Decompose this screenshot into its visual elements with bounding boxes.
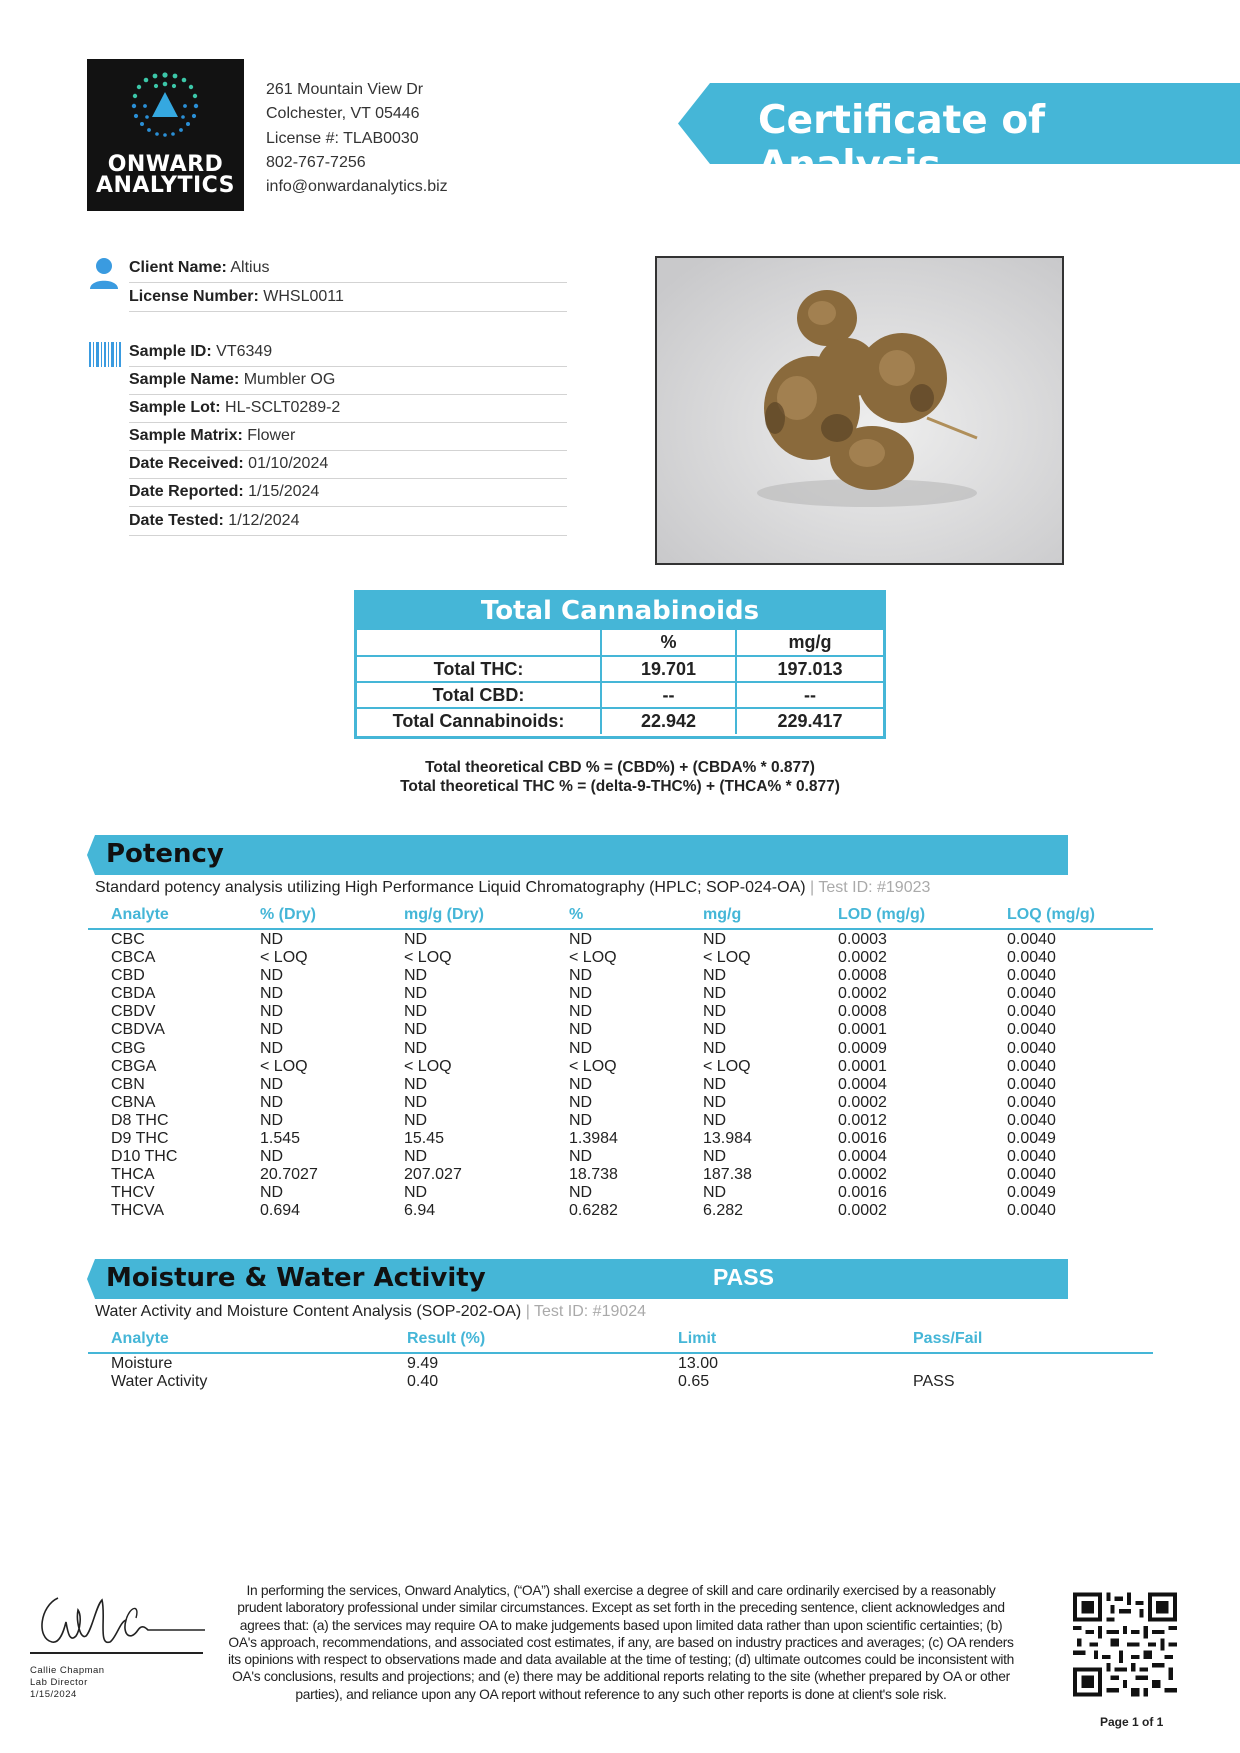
mg-cell: 197.013 [736, 656, 883, 682]
value-cell: ND [569, 1111, 593, 1129]
table-row [111, 1021, 1111, 1039]
analyte-cell: CBG [111, 1039, 146, 1057]
value-cell: 0.0009 [838, 1039, 887, 1057]
cbd-formula: Total theoretical CBD % = (CBD%) + (CBDA% * 0.877) [425, 759, 815, 776]
address-line: 261 Mountain View Dr [266, 81, 424, 98]
analyte-cell: CBCA [111, 949, 156, 967]
value-cell: 0.0008 [838, 1003, 887, 1021]
mg-cell: -- [736, 682, 883, 708]
sample-name-value: Mumbler OG [243, 371, 336, 388]
analyte-cell: CBNA [111, 1093, 156, 1111]
value-cell: 0.0040 [1007, 967, 1056, 985]
date-tested-value: 1/12/2024 [228, 512, 300, 529]
value-cell: 0.0040 [1007, 985, 1056, 1003]
value-cell: ND [569, 1003, 593, 1021]
analyte-cell: D8 THC [111, 1111, 169, 1129]
field-label: Sample Lot: [129, 399, 221, 416]
value-cell: ND [260, 1111, 284, 1129]
total-cannabinoids-table [357, 630, 883, 734]
value-cell: 0.0004 [838, 1075, 887, 1093]
value-cell: ND [404, 1075, 428, 1093]
table-row [111, 1076, 1111, 1094]
row-label: Total Cannabinoids: [357, 708, 601, 734]
percent-cell: 19.701 [601, 656, 736, 682]
field-label: Date Received: [129, 455, 244, 472]
analyte-cell: THCVA [111, 1202, 165, 1220]
page-number: Page 1 of 1 [1100, 1715, 1164, 1729]
value-cell: ND [404, 1111, 428, 1129]
value-cell: 0.0002 [838, 1202, 887, 1220]
column-header: Analyte [111, 1330, 169, 1347]
value-cell: 0.40 [407, 1373, 439, 1391]
license-number-row [129, 284, 567, 312]
value-cell: ND [569, 1148, 593, 1166]
table-row [111, 1058, 1111, 1076]
value-cell: ND [703, 1111, 727, 1129]
potency-title: Potency [106, 839, 224, 869]
value-cell: < LOQ [404, 949, 452, 967]
table-row [111, 1094, 1111, 1112]
analyte-cell: CBN [111, 1075, 145, 1093]
lab-address-block [266, 78, 448, 199]
value-cell: < LOQ [703, 949, 751, 967]
address-line: Colchester, VT 05446 [266, 105, 420, 123]
analyte-cell: CBDA [111, 985, 156, 1003]
test-id: | Test ID: #19023 [810, 879, 931, 896]
client-name-row [129, 255, 567, 283]
value-cell: ND [703, 985, 727, 1003]
value-cell: 6.282 [703, 1202, 744, 1220]
potency-banner [87, 835, 1068, 875]
header-cell: % [601, 630, 736, 656]
value-cell: ND [404, 1148, 428, 1166]
value-cell: ND [404, 1003, 428, 1021]
method-text: Water Activity and Moisture Content Analysis (SOP-202-OA) [95, 1303, 522, 1320]
value-cell: 0.0002 [838, 1166, 887, 1184]
moisture-status-badge: PASS [713, 1264, 774, 1290]
field-label: Date Reported: [129, 483, 244, 500]
value-cell: 18.738 [569, 1166, 618, 1184]
sample-matrix-row [129, 423, 567, 451]
value-cell: 0.0049 [1007, 1184, 1056, 1202]
value-cell: 0.0040 [1007, 1039, 1056, 1057]
signer-details [30, 1665, 105, 1701]
value-cell: PASS [913, 1373, 955, 1391]
column-header: mg/g (Dry) [404, 906, 484, 923]
value-cell: ND [569, 1021, 593, 1039]
value-cell: 1.3984 [569, 1130, 618, 1148]
value-cell: 20.7027 [260, 1166, 318, 1184]
value-cell: ND [260, 1148, 284, 1166]
analyte-cell: CBDVA [111, 1021, 165, 1039]
value-cell: < LOQ [569, 1057, 617, 1075]
value-cell: 0.6282 [569, 1202, 618, 1220]
value-cell: 0.0003 [838, 931, 887, 948]
field-label: Sample Name: [129, 371, 240, 388]
method-text: Standard potency analysis utilizing High Performance Liquid Chromatography (HPLC; SOP-024-OA) [95, 879, 806, 896]
value-cell: 0.0016 [838, 1184, 887, 1202]
analyte-cell: Moisture [111, 1355, 173, 1372]
value-cell: 13.984 [703, 1130, 752, 1148]
value-cell: 0.0012 [838, 1111, 887, 1129]
header-cell [357, 630, 601, 656]
value-cell: < LOQ [260, 949, 308, 967]
value-cell: ND [569, 1093, 593, 1111]
legal-disclaimer: In performing the services, Onward Analytics, (“OA”) shall exercise a degree of skill and care ordinarily exercised by a reasonably prudent laboratory professional under similar circumstances. Except as set forth in the preceding sentence, client acknowledges and agrees that: (a) the services may require OA to make judgements based upon limited data rather than upon scientific certainties; (b) OA's approach, recommendations, and associated cost estimates, if any, are based on industry practices and averages; (c) OA renders its opinions with respect to observations made and data available at the time of testing; (d) ultimate outcomes could be inconsistent with OA's conclusions, results and projections; and (e) there may be additional reports relating to the site (whether prepared by OA or other parties), and reliance upon any OA report without reference to any such other reports is done at client's sole risk. [227, 1583, 1015, 1702]
value-cell: 0.0040 [1007, 1111, 1056, 1129]
analyte-cell: THCA [111, 1166, 155, 1184]
signature-image [30, 1586, 205, 1656]
value-cell: 0.0040 [1007, 1093, 1056, 1111]
person-icon [87, 256, 121, 290]
value-cell: ND [260, 1184, 284, 1202]
value-cell: ND [260, 1003, 284, 1021]
value-cell: ND [260, 1021, 284, 1039]
value-cell: 0.0002 [838, 985, 887, 1003]
value-cell: 9.49 [407, 1355, 439, 1372]
table-row [111, 967, 1111, 985]
value-cell: 0.0049 [1007, 1130, 1056, 1148]
table-row [111, 1355, 1111, 1373]
date-received-row [129, 451, 567, 479]
date-reported-value: 1/15/2024 [248, 483, 320, 500]
analyte-cell: THCV [111, 1184, 155, 1202]
value-cell: 0.0040 [1007, 1166, 1056, 1184]
value-cell: ND [404, 1093, 428, 1111]
value-cell: < LOQ [260, 1057, 308, 1075]
value-cell: ND [569, 931, 593, 948]
moisture-table-body [111, 1355, 1111, 1391]
potency-table-header [88, 904, 1153, 930]
column-header: % [569, 906, 584, 923]
mg-cell: 229.417 [736, 708, 883, 734]
date-reported-row [129, 479, 567, 507]
value-cell: ND [404, 1039, 428, 1057]
table-row [111, 1003, 1111, 1021]
header-cell: mg/g [736, 630, 883, 656]
value-cell: 0.0004 [838, 1148, 887, 1166]
value-cell: ND [260, 967, 284, 985]
value-cell: 0.0016 [838, 1130, 887, 1148]
value-cell: 13.00 [678, 1355, 719, 1372]
value-cell: ND [703, 1021, 727, 1039]
table-row [111, 1130, 1111, 1148]
signer-name: Callie Chapman [30, 1665, 105, 1676]
value-cell: ND [703, 1093, 727, 1111]
value-cell: 207.027 [404, 1166, 462, 1184]
table-row [111, 1040, 1111, 1058]
value-cell: 0.694 [260, 1202, 301, 1220]
sample-lot-row [129, 395, 567, 423]
value-cell: 0.0040 [1007, 1021, 1056, 1039]
value-cell: ND [404, 931, 428, 948]
analyte-cell: Water Activity [111, 1373, 208, 1391]
address-line: License #: TLAB0030 [266, 129, 419, 147]
sample-id-value: VT6349 [216, 343, 273, 360]
page-title: Certificate of Analysis [758, 98, 1046, 188]
address-line: 802-767-7256 [266, 153, 366, 171]
value-cell: ND [260, 931, 284, 948]
date-tested-row [129, 508, 567, 536]
value-cell: 187.38 [703, 1166, 752, 1184]
value-cell: 0.0002 [838, 949, 887, 967]
analyte-cell: CBDV [111, 1003, 156, 1021]
sample-lot-value: HL-SCLT0289-2 [225, 399, 341, 416]
column-header: mg/g [703, 906, 742, 923]
table-row [357, 656, 883, 682]
table-row [111, 931, 1111, 949]
value-cell: ND [703, 1184, 727, 1202]
field-label: License Number: [129, 288, 259, 305]
column-header: Result (%) [407, 1330, 486, 1347]
value-cell: 1.545 [260, 1130, 301, 1148]
value-cell: ND [569, 985, 593, 1003]
value-cell: ND [404, 967, 428, 985]
total-cannabinoids-title: Total Cannabinoids [357, 593, 883, 630]
field-label: Sample Matrix: [129, 427, 243, 444]
percent-cell: -- [601, 682, 736, 708]
value-cell: 0.0040 [1007, 1003, 1056, 1021]
lab-email: info@onwardanalytics.biz [266, 178, 448, 196]
row-label: Total CBD: [357, 682, 601, 708]
date-received-value: 01/10/2024 [248, 455, 329, 472]
signature-line [30, 1652, 203, 1654]
table-row [111, 1184, 1111, 1202]
value-cell: ND [260, 1075, 284, 1093]
value-cell: ND [703, 1148, 727, 1166]
barcode-icon [89, 342, 121, 367]
moisture-table-header [88, 1328, 1153, 1354]
formula-notes [300, 758, 940, 796]
column-header: Limit [678, 1330, 717, 1347]
table-row [111, 1148, 1111, 1166]
table-row [357, 682, 883, 708]
value-cell: ND [404, 1021, 428, 1039]
field-label: Sample ID: [129, 343, 212, 360]
value-cell: ND [703, 1003, 727, 1021]
lab-logo [87, 59, 244, 211]
logo-wordmark [87, 154, 244, 196]
table-row [111, 1166, 1111, 1184]
value-cell: ND [569, 967, 593, 985]
value-cell: ND [260, 1093, 284, 1111]
qr-code-icon[interactable] [1073, 1592, 1177, 1697]
sample-photo [655, 256, 1064, 565]
value-cell: 0.0040 [1007, 949, 1056, 967]
sample-matrix-value: Flower [247, 427, 296, 444]
value-cell: 0.0001 [838, 1057, 887, 1075]
table-header-row [357, 630, 883, 656]
value-cell: 0.0040 [1007, 931, 1056, 948]
moisture-description [95, 1303, 646, 1321]
value-cell: < LOQ [404, 1057, 452, 1075]
value-cell: 0.0040 [1007, 1057, 1056, 1075]
value-cell: 0.0040 [1007, 1202, 1056, 1220]
analyte-cell: D10 THC [111, 1148, 178, 1166]
column-header: LOQ (mg/g) [1007, 906, 1095, 923]
value-cell: ND [569, 1075, 593, 1093]
value-cell: 0.0040 [1007, 1075, 1056, 1093]
total-cannabinoids-box [354, 590, 886, 739]
table-row [357, 708, 883, 734]
value-cell: ND [569, 1039, 593, 1057]
value-cell: < LOQ [569, 949, 617, 967]
value-cell: 0.0040 [1007, 1148, 1056, 1166]
column-header: Analyte [111, 906, 169, 923]
logo-line-1: ONWARD [107, 152, 224, 177]
value-cell: ND [404, 1184, 428, 1202]
potency-description [95, 879, 930, 897]
table-row [111, 949, 1111, 967]
value-cell: 0.0001 [838, 1021, 887, 1039]
value-cell: 6.94 [404, 1202, 436, 1220]
value-cell: ND [703, 931, 727, 948]
signer-title: Lab Director [30, 1677, 88, 1688]
value-cell: ND [569, 1184, 593, 1202]
analyte-cell: CBD [111, 967, 145, 985]
percent-cell: 22.942 [601, 708, 736, 734]
table-row [111, 1202, 1111, 1220]
sample-id-row [129, 339, 567, 367]
sample-name-row [129, 367, 567, 395]
value-cell: ND [404, 985, 428, 1003]
value-cell: ND [703, 967, 727, 985]
value-cell: 0.0008 [838, 967, 887, 985]
column-header: Pass/Fail [913, 1330, 983, 1347]
thc-formula: Total theoretical THC % = (delta-9-THC%) + (THCA% * 0.877) [400, 778, 840, 795]
value-cell: ND [260, 985, 284, 1003]
field-label: Date Tested: [129, 512, 224, 529]
potency-table-body [111, 931, 1111, 1221]
value-cell: < LOQ [703, 1057, 751, 1075]
field-label: Client Name: [129, 259, 227, 276]
value-cell: 0.65 [678, 1373, 710, 1391]
client-name-value: Altius [230, 259, 270, 276]
test-id: | Test ID: #19024 [525, 1303, 647, 1320]
value-cell: ND [703, 1039, 727, 1057]
table-row [111, 1373, 1111, 1391]
column-header: LOD (mg/g) [838, 906, 926, 923]
value-cell: ND [260, 1039, 284, 1057]
moisture-title: Moisture & Water Activity [106, 1263, 486, 1293]
value-cell: 0.0002 [838, 1093, 887, 1111]
value-cell: 15.45 [404, 1130, 445, 1148]
analyte-cell: D9 THC [111, 1130, 169, 1148]
signed-date: 1/15/2024 [30, 1689, 77, 1700]
logo-dots-icon [87, 59, 244, 159]
value-cell: ND [703, 1075, 727, 1093]
row-label: Total THC: [357, 656, 601, 682]
logo-line-2: ANALYTICS [95, 173, 236, 198]
column-header: % (Dry) [260, 906, 317, 923]
analyte-cell: CBGA [111, 1057, 157, 1075]
analyte-cell: CBC [111, 931, 145, 948]
table-row [111, 985, 1111, 1003]
table-row [111, 1112, 1111, 1130]
license-number-value: WHSL0011 [263, 288, 344, 305]
